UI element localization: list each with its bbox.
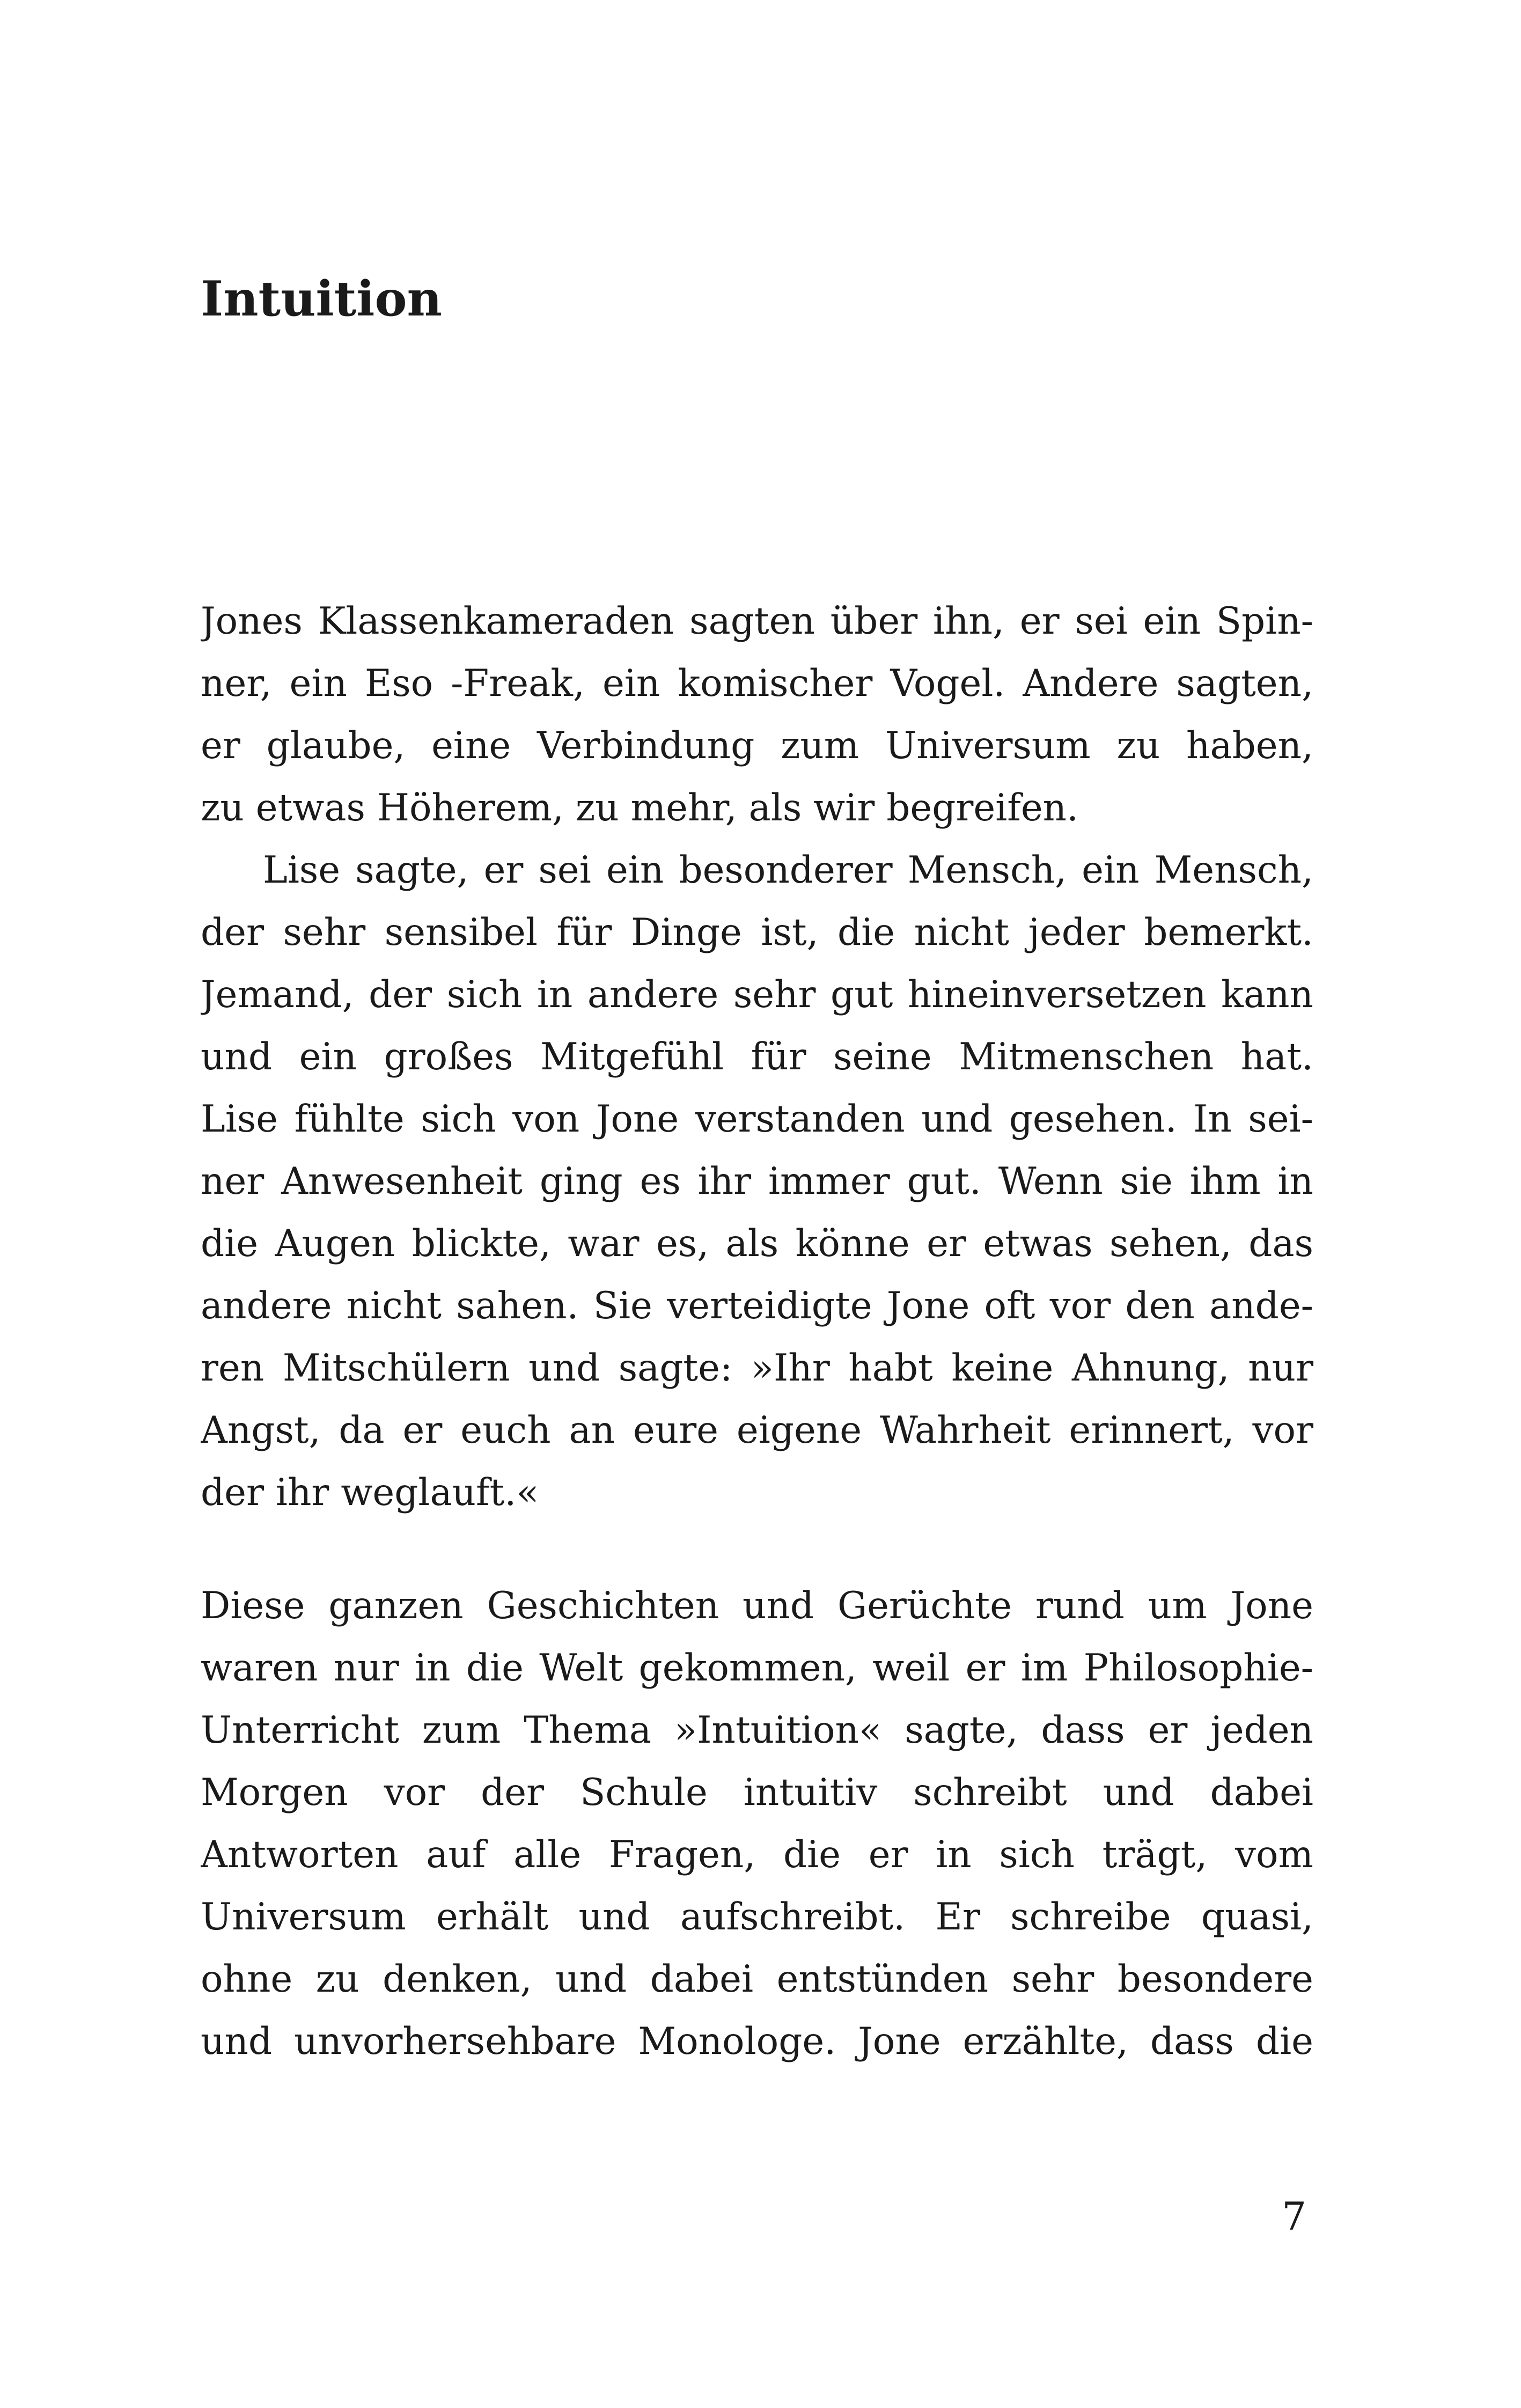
- text-line: der sehr sensibel für Dinge ist, die nicht jeder bemerkt.: [201, 911, 1313, 954]
- text-line: der ihr weglauft.«: [201, 1471, 539, 1514]
- text-line: ner, ein Eso -Freak, ein komischer Vogel. Andere sagten,: [201, 662, 1313, 705]
- text-line: ohne zu denken, und dabei entstünden sehr besondere: [201, 1958, 1313, 2001]
- text-line: ner Anwesenheit ging es ihr immer gut. Wenn sie ihm in: [201, 1160, 1313, 1203]
- text-line: Angst, da er euch an eure eigene Wahrheit erinnert, vor: [201, 1409, 1313, 1452]
- page-number: 7: [1282, 2194, 1306, 2239]
- text-line: Lise sagte, er sei ein besonderer Mensch, ein Mensch,: [263, 849, 1313, 892]
- text-line: Lise fühlte sich von Jone verstanden und gesehen. In sei-: [201, 1098, 1313, 1141]
- text-line: und unvorhersehbare Monologe. Jone erzählte, dass die: [201, 2020, 1313, 2063]
- text-line: die Augen blickte, war es, als könne er etwas sehen, das: [201, 1222, 1313, 1265]
- text-line: ren Mitschülern und sagte: »Ihr habt keine Ahnung, nur: [201, 1347, 1313, 1390]
- text-line: und ein großes Mitgefühl für seine Mitmenschen hat.: [201, 1036, 1313, 1078]
- text-line: er glaube, eine Verbindung zum Universum zu haben,: [201, 724, 1313, 767]
- text-line: andere nicht sahen. Sie verteidigte Jone oft vor den ande-: [201, 1284, 1313, 1327]
- text-line: zu etwas Höherem, zu mehr, als wir begreifen.: [201, 787, 1079, 829]
- text-line: Unterricht zum Thema »Intuition« sagte, dass er jeden: [201, 1709, 1313, 1752]
- text-line: Morgen vor der Schule intuitiv schreibt und dabei: [201, 1771, 1313, 1814]
- text-line: Universum erhält und aufschreibt. Er schreibe quasi,: [201, 1896, 1313, 1939]
- text-line: waren nur in die Welt gekommen, weil er im Philosophie-: [201, 1647, 1313, 1690]
- text-line: Diese ganzen Geschichten und Gerüchte rund um Jone: [201, 1584, 1313, 1627]
- text-line: Jemand, der sich in andere sehr gut hineinversetzen kann: [201, 973, 1313, 1016]
- text-line: Antworten auf alle Fragen, die er in sich trägt, vom: [201, 1833, 1313, 1876]
- text-block-1: [201, 590, 1313, 1524]
- text-block-2: [201, 1575, 1313, 2073]
- text-line: Jones Klassenkameraden sagten über ihn, er sei ein Spin-: [201, 600, 1313, 643]
- chapter-title: Intuition: [201, 270, 442, 327]
